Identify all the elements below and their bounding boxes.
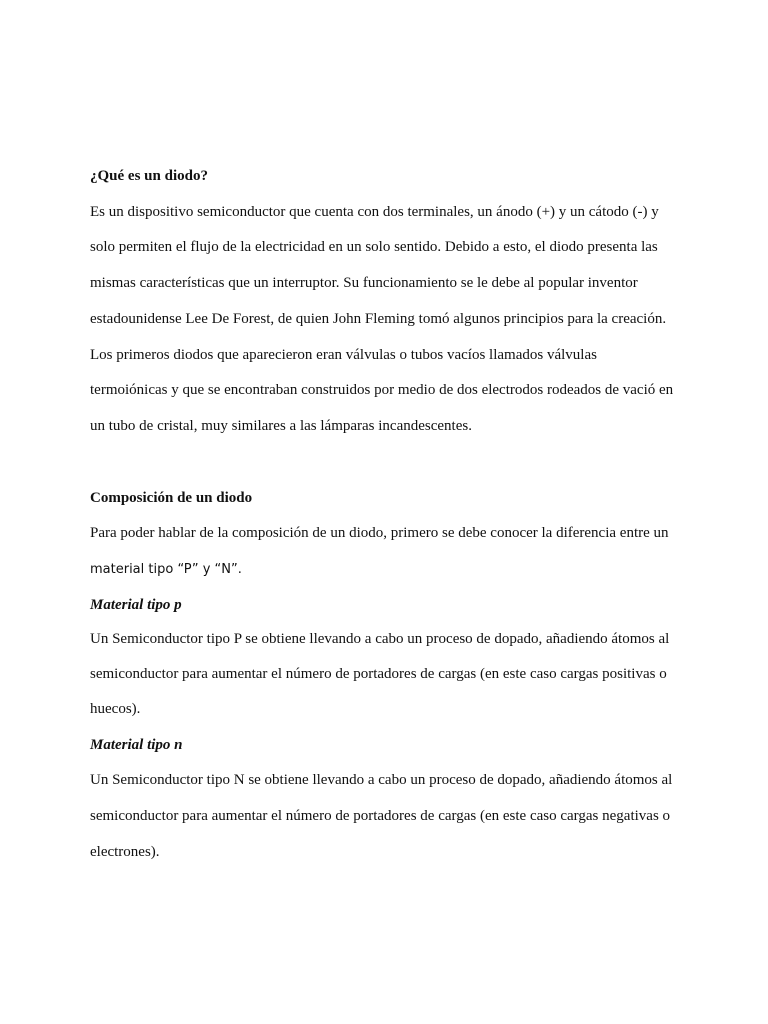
section-title-que-es-un-diodo: ¿Qué es un diodo? [90, 168, 208, 184]
paragraph-line: Un Semiconductor tipo P se obtiene llevando a cabo un proceso de dopado, añadiendo átomos al [90, 631, 670, 647]
paragraph-line: Para poder hablar de la composición de un diodo, primero se debe conocer la diferencia entre un [90, 525, 669, 541]
paragraph-line: Es un dispositivo semiconductor que cuenta con dos terminales, un ánodo (+) y un cátodo (-) y [90, 204, 659, 220]
paragraph-line: un tubo de cristal, muy similares a las lámparas incandescentes. [90, 418, 472, 434]
paragraph-line: termoiónicas y que se encontraban construidos por medio de dos electrodos rodeados de vació en [90, 382, 674, 398]
section-title-composicion: Composición de un diodo [90, 490, 253, 506]
paragraph-line: electrones). [90, 844, 160, 860]
paragraph-line: estadounidense Lee De Forest, de quien John Fleming tomó algunos principios para la creación. [90, 311, 667, 327]
paragraph-line: Los primeros diodos que aparecieron eran válvulas o tubos vacíos llamados válvulas [90, 347, 597, 363]
paragraph-line: material tipo “P” y “N”. [90, 562, 242, 577]
paragraph-line: mismas características que un interruptor. Su funcionamiento se le debe al popular inventor [90, 275, 638, 291]
section-title-material-tipo-n: Material tipo n [90, 737, 183, 753]
paragraph-line: Un Semiconductor tipo N se obtiene llevando a cabo un proceso de dopado, añadiendo átomos al [90, 772, 673, 788]
paragraph-line: solo permiten el flujo de la electricidad en un solo sentido. Debido a esto, el diodo presenta las [90, 239, 658, 255]
paragraph-line: semiconductor para aumentar el número de portadores de cargas (en este caso cargas positivas o [90, 666, 667, 682]
paragraph-line: semiconductor para aumentar el número de portadores de cargas (en este caso cargas negativas o [90, 808, 671, 824]
section-title-material-tipo-p: Material tipo p [90, 597, 182, 613]
paragraph-line: huecos). [90, 701, 141, 717]
